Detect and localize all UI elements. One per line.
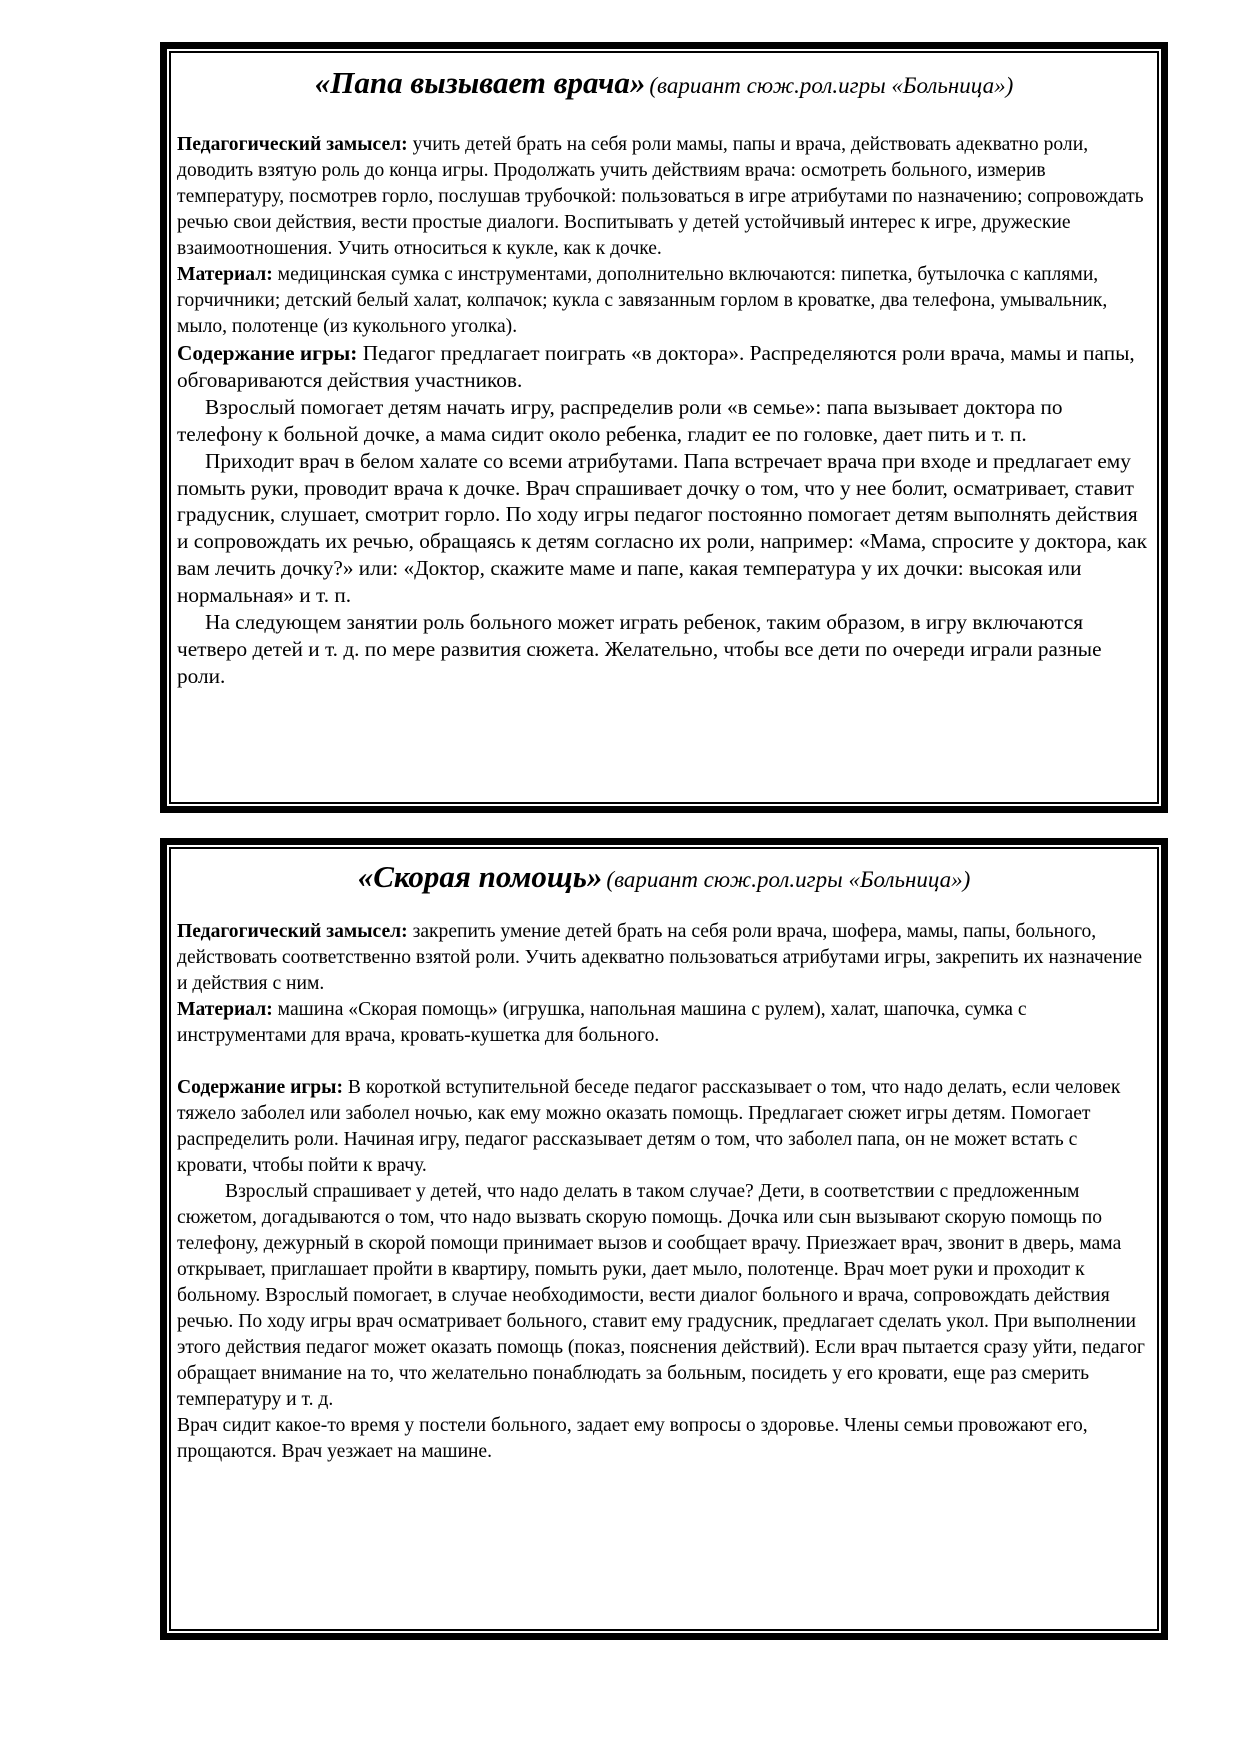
section-label: Педагогический замысел: [177, 134, 408, 155]
section-label: Содержание игры: [177, 1077, 343, 1098]
section-label: Материал: [177, 264, 273, 285]
game-card-ambulance [160, 838, 1168, 1640]
section-text: учить детей брать на себя роли мамы, папы и врача, действовать адекватно роли, доводить взятую роль до конца игры. Продолжать учить действиям врача: осмотреть больного, измерив температуру, посмотрев горло, послушав трубочкой: пользоваться в игре атрибутами по назначению; сопровождать речью свои действия, вести простые диалоги. Воспитывать у детей устойчивый интерес к игре, дружеские взаимоотношения. Учить относиться к кукле, как к дочке. [177, 134, 1144, 259]
section-label: Содержание игры: [177, 341, 358, 365]
section-text: В короткой вступительной беседе педагог рассказывает о том, что надо делать, если человек тяжело заболел или заболел ночью, как ему можно оказать помощь. Предлагает сюжет игры детям. Помогает распределить роли. Начиная игру, педагог рассказывает детям о том, что заболел папа, он не может встать с кровати, чтобы пойти к врачу. [177, 1077, 1121, 1176]
section-game-content [177, 1075, 1151, 1179]
section-game-content [177, 340, 1151, 394]
card-subtitle: (вариант сюж.рол.игры «Больница») [606, 867, 971, 892]
section-pedagogical-idea [177, 919, 1151, 997]
card-subtitle: (вариант сюж.рол.игры «Больница») [649, 73, 1014, 98]
paragraph: Взрослый спрашивает у детей, что надо делать в таком случае? Дети, в соответствии с предложенным сюжетом, догадываются о том, что надо вызвать скорую помощь. Дочка или сын вызывают скорую помощь по телефону, дежурный в скорой помощи принимает вызов и сообщает врачу. Приезжает врач, звонит в дверь, мама открывает, приглашает пройти в квартиру, помыть руки, дает мыло, полотенце. Врач моет руки и проходит к больному. Взрослый помогает, в случае необходимости, вести диалог больного и врача, сопровождать действия речью. По ходу игры врач осматривает больного, ставит ему градусник, предлагает сделать укол. При выполнении этого действия педагог может оказать помощь (показ, пояснения действий). Если врач пытается сразу уйти, педагог обращает внимание на то, что желательно понаблюдать за больным, посидеть у его кровати, еще раз смерить температуру и т. д. [177, 1181, 1145, 1410]
card-title: «Папа вызывает врача» [314, 65, 646, 100]
card-content [177, 845, 1151, 1465]
paragraph: На следующем занятии роль больного может играть ребенок, таким образом, в игру включаются четверо детей и т. д. по мере развития сюжета. Желательно, чтобы все дети по очереди играли разные роли. [177, 610, 1102, 688]
card-title-row [177, 65, 1151, 105]
section-label: Материал: [177, 999, 273, 1020]
section-material [177, 997, 1151, 1049]
section-text: Педагог предлагает поиграть «в доктора». Распределяются роли врача, мамы и папы, обговариваются действия участников. [177, 341, 1135, 392]
paragraph: Приходит врач в белом халате со всеми атрибутами. Папа встречает врача при входе и предлагает ему помыть руки, проводит врача к дочке. Врач спрашивает дочку о том, что у нее болит, осматривает, ставит градусник, слушает, смотрит горло. По ходу игры педагог постоянно помогает детям выполнять действия и сопровождать их речью, обращаясь к детям согласно их роли, например: «Мама, спросите у доктора, как вам лечить дочку?» или: «Доктор, скажите маме и папе, какая температура у их дочки: высокая или нормальная» и т. п. [177, 448, 1147, 608]
section-pedagogical-idea [177, 132, 1151, 262]
game-card-papa-calls-doctor [160, 42, 1168, 813]
section-text: медицинская сумка с инструментами, дополнительно включаются: пипетка, бутылочка с каплями, горчичники; детский белый халат, колпачок; кукла с завязанным горлом в кроватке, два телефона, умывальник, мыло, полотенце (из кукольного уголка). [177, 264, 1108, 337]
card-content [177, 49, 1151, 690]
section-label: Педагогический замысел: [177, 921, 408, 942]
paragraph: Взрослый помогает детям начать игру, распределив роли «в семье»: папа вызывает доктора по телефону к больной дочке, а мама сидит около ребенка, гладит ее по головке, дает пить и т. п. [177, 394, 1063, 446]
card-title: «Скорая помощь» [357, 859, 603, 894]
section-material [177, 262, 1151, 340]
section-text: машина «Скорая помощь» (игрушка, напольная машина с рулем), халат, шапочка, сумка с инструментами для врача, кровать-кушетка для больного. [177, 999, 1027, 1046]
paragraph: Врач сидит какое-то время у постели больного, задает ему вопросы о здоровье. Члены семьи провожают его, прощаются. Врач уезжает на машине. [177, 1415, 1088, 1462]
section-text: закрепить умение детей брать на себя роли врача, шофера, мамы, папы, больного, действовать соответственно взятой роли. Учить адекватно пользоваться атрибутами игры, закрепить их назначение и действия с ним. [177, 921, 1143, 994]
card-title-row [177, 859, 1151, 899]
